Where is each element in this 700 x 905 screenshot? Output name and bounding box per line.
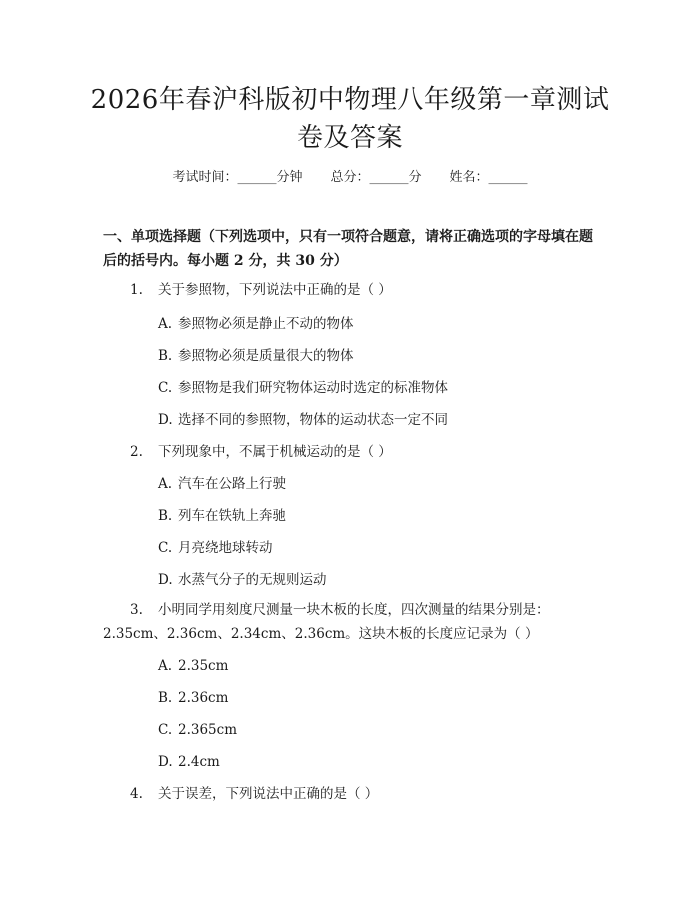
exam-name-field: 姓名：______ bbox=[449, 170, 528, 185]
question-3-continued: 2.35cm、2.36cm、2.34cm、2.36cm。这块木板的长度应记录为（ ） bbox=[103, 626, 539, 642]
question-3 bbox=[130, 600, 550, 620]
question-number: 3. bbox=[130, 602, 143, 618]
exam-meta bbox=[0, 168, 700, 188]
option-item bbox=[158, 378, 448, 398]
option-text: 2.35cm bbox=[178, 658, 229, 674]
option-letter: D. bbox=[158, 754, 173, 770]
option-item bbox=[158, 410, 448, 430]
exam-title-line-2: 卷及答案 bbox=[296, 123, 403, 153]
exam-score-field: 总分：______分 bbox=[330, 170, 422, 185]
section-1-heading-line-2: 后的括号内。每小题 2 分，共 30 分） bbox=[103, 253, 348, 269]
question-2 bbox=[130, 442, 392, 462]
question-number: 1. bbox=[130, 282, 143, 298]
option-letter: B. bbox=[158, 348, 173, 364]
section-1-heading-line-1: 一、单项选择题（下列选项中，只有一项符合题意，请将正确选项的字母填在题 bbox=[103, 229, 593, 245]
option-text: 参照物是我们研究物体运动时选定的标准物体 bbox=[178, 380, 448, 396]
option-text: 月亮绕地球转动 bbox=[178, 540, 273, 556]
option-letter: B. bbox=[158, 508, 173, 524]
exam-time-field: 考试时间：______分钟 bbox=[172, 170, 303, 185]
option-text: 水蒸气分子的无规则运动 bbox=[178, 572, 327, 588]
option-item bbox=[158, 656, 228, 676]
question-text: 关于参照物，下列说法中正确的是（ ） bbox=[158, 282, 392, 298]
option-text: 列车在铁轨上奔驰 bbox=[178, 508, 286, 524]
question-number: 4. bbox=[130, 786, 143, 802]
question-4 bbox=[130, 784, 378, 804]
option-item bbox=[158, 752, 220, 772]
option-letter: A. bbox=[158, 658, 173, 674]
option-letter: B. bbox=[158, 690, 173, 706]
option-item bbox=[158, 314, 354, 334]
option-item bbox=[158, 720, 237, 740]
exam-title-line-1: 2026年春沪科版初中物理八年级第一章测试 bbox=[90, 85, 610, 115]
question-text: 关于误差，下列说法中正确的是（ ） bbox=[158, 786, 379, 802]
option-letter: D. bbox=[158, 572, 173, 588]
option-text: 选择不同的参照物，物体的运动状态一定不同 bbox=[178, 412, 448, 428]
option-letter: C. bbox=[158, 722, 173, 738]
option-item bbox=[158, 570, 327, 590]
option-item bbox=[158, 474, 286, 494]
option-text: 汽车在公路上行驶 bbox=[178, 476, 286, 492]
question-text: 小明同学用刻度尺测量一块木板的长度，四次测量的结果分别是： bbox=[158, 602, 550, 618]
option-letter: A. bbox=[158, 316, 173, 332]
option-text: 2.365cm bbox=[178, 722, 238, 738]
option-item bbox=[158, 506, 286, 526]
question-1 bbox=[130, 280, 392, 300]
option-item bbox=[158, 538, 273, 558]
section-1-heading bbox=[103, 225, 603, 273]
option-item bbox=[158, 346, 354, 366]
question-number: 2. bbox=[130, 444, 143, 460]
option-text: 参照物必须是质量很大的物体 bbox=[178, 348, 354, 364]
option-letter: D. bbox=[158, 412, 173, 428]
option-item bbox=[158, 688, 228, 708]
option-text: 2.36cm bbox=[178, 690, 229, 706]
question-text: 下列现象中，不属于机械运动的是（ ） bbox=[158, 444, 392, 460]
option-letter: A. bbox=[158, 476, 173, 492]
option-letter: C. bbox=[158, 380, 173, 396]
option-text: 参照物必须是静止不动的物体 bbox=[178, 316, 354, 332]
option-text: 2.4cm bbox=[178, 754, 220, 770]
option-letter: C. bbox=[158, 540, 173, 556]
